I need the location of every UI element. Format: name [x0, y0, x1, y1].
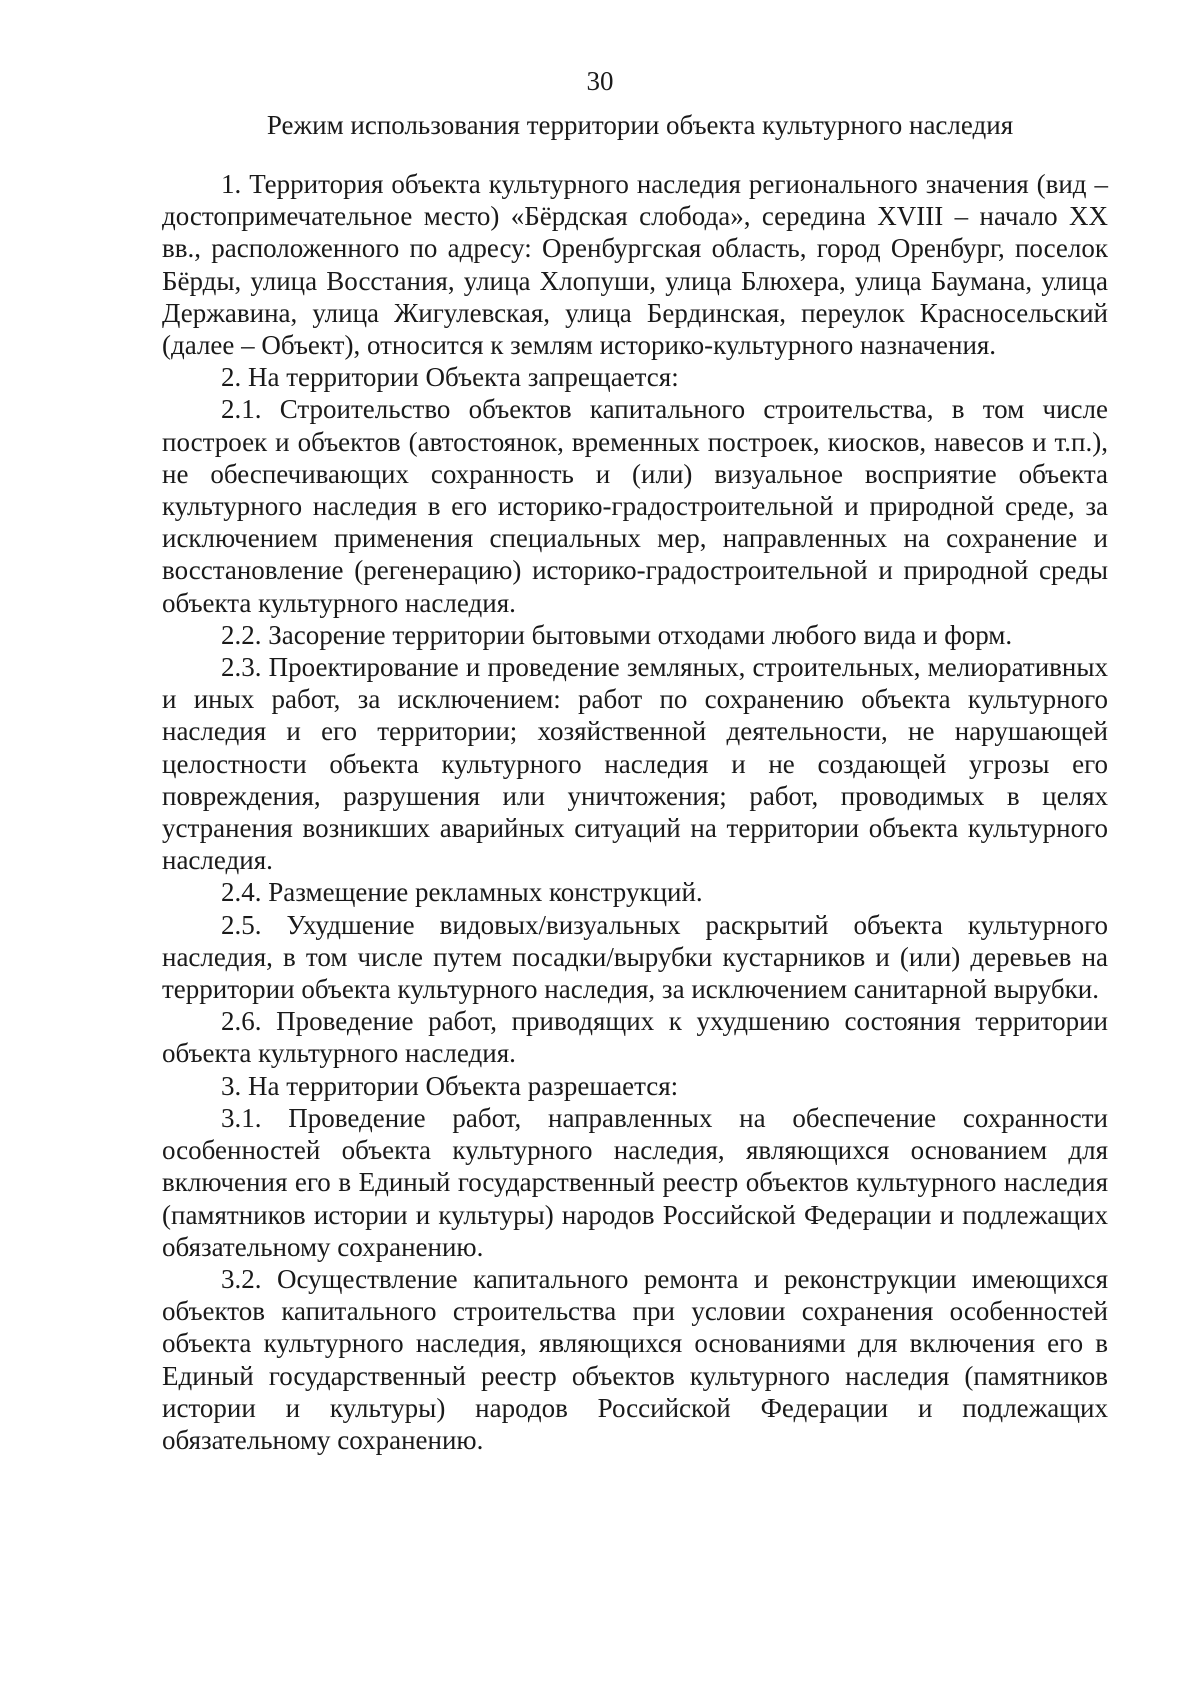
paragraph-2-3: 2.3. Проектирование и проведение земляных, строительных, мелиоративных и иных работ, за исключением: работ по сохранению объекта культурного наследия и его территории; хозяйственной деятельности, не нарушающей целостности объекта культурного наследия и не создающей угрозы его повреждения, разрушения или уничтожения; работ, проводимых в целях устранения возникших аварийных ситуаций на территории объекта культурного наследия. [162, 652, 1108, 876]
paragraph-2: 2. На территории Объекта запрещается: [221, 362, 679, 393]
paragraph-2-6: 2.6. Проведение работ, приводящих к ухудшению состояния территории объекта культурного наследия. [162, 1006, 1108, 1069]
paragraph-3-2: 3.2. Осуществление капитального ремонта и реконструкции имеющихся объектов капитального строительства при условии сохранения особенностей объекта культурного наследия, являющихся основаниями для включения его в Единый государственный реестр объектов культурного наследия (памятников истории и культуры) народов Российской Федерации и подлежащих обязательному сохранению. [162, 1263, 1108, 1455]
paragraph-2-5: 2.5. Ухудшение видовых/визуальных раскрытий объекта культурного наследия, в том числе путем посадки/вырубки кустарников и (или) деревьев на территории объекта культурного наследия, за исключением санитарной вырубки. [162, 909, 1108, 1005]
paragraph-1: 1. Территория объекта культурного наследия регионального значения (вид – достопримечательное место) «Бёрдская слобода», середина XVIII – начало XX вв., расположенного по адресу: Оренбургская область, город Оренбург, поселок Бёрды, улица Восстания, улица Хлопуши, улица Блюхера, улица Баумана, улица Державина, улица Жигулевская, улица Бердинская, переулок Красносельский (далее – Объект), относится к землям историко-культурного назначения. [162, 169, 1108, 361]
paragraph-2-4: 2.4. Размещение рекламных конструкций. [221, 877, 703, 908]
document-title: Режим использования территории объекта культурного наследия [266, 110, 1014, 140]
paragraph-2-1: 2.1. Строительство объектов капитального строительства, в том числе построек и объектов (автостоянок, временных построек, киосков, навесов и т.п.), не обеспечивающих сохранность и (или) визуальное восприятие объекта культурного наследия в его историко-градостроительной и природной среде, за исключением применения специальных мер, направленных на сохранение и восстановление (регенерацию) историко-градостроительной и природной среды объекта культурного наследия. [162, 394, 1108, 618]
page-number: 30 [586, 66, 614, 96]
document-body [162, 168, 1108, 1456]
paragraph-2-2: 2.2. Засорение территории бытовыми отходами любого вида и форм. [221, 619, 1013, 650]
paragraph-3-1: 3.1. Проведение работ, направленных на обеспечение сохранности особенностей объекта культурного наследия, являющихся основанием для включения его в Единый государственный реестр объектов культурного наследия (памятников истории и культуры) народов Российской Федерации и подлежащих обязательному сохранению. [162, 1102, 1108, 1262]
paragraph-3: 3. На территории Объекта разрешается: [221, 1070, 679, 1101]
